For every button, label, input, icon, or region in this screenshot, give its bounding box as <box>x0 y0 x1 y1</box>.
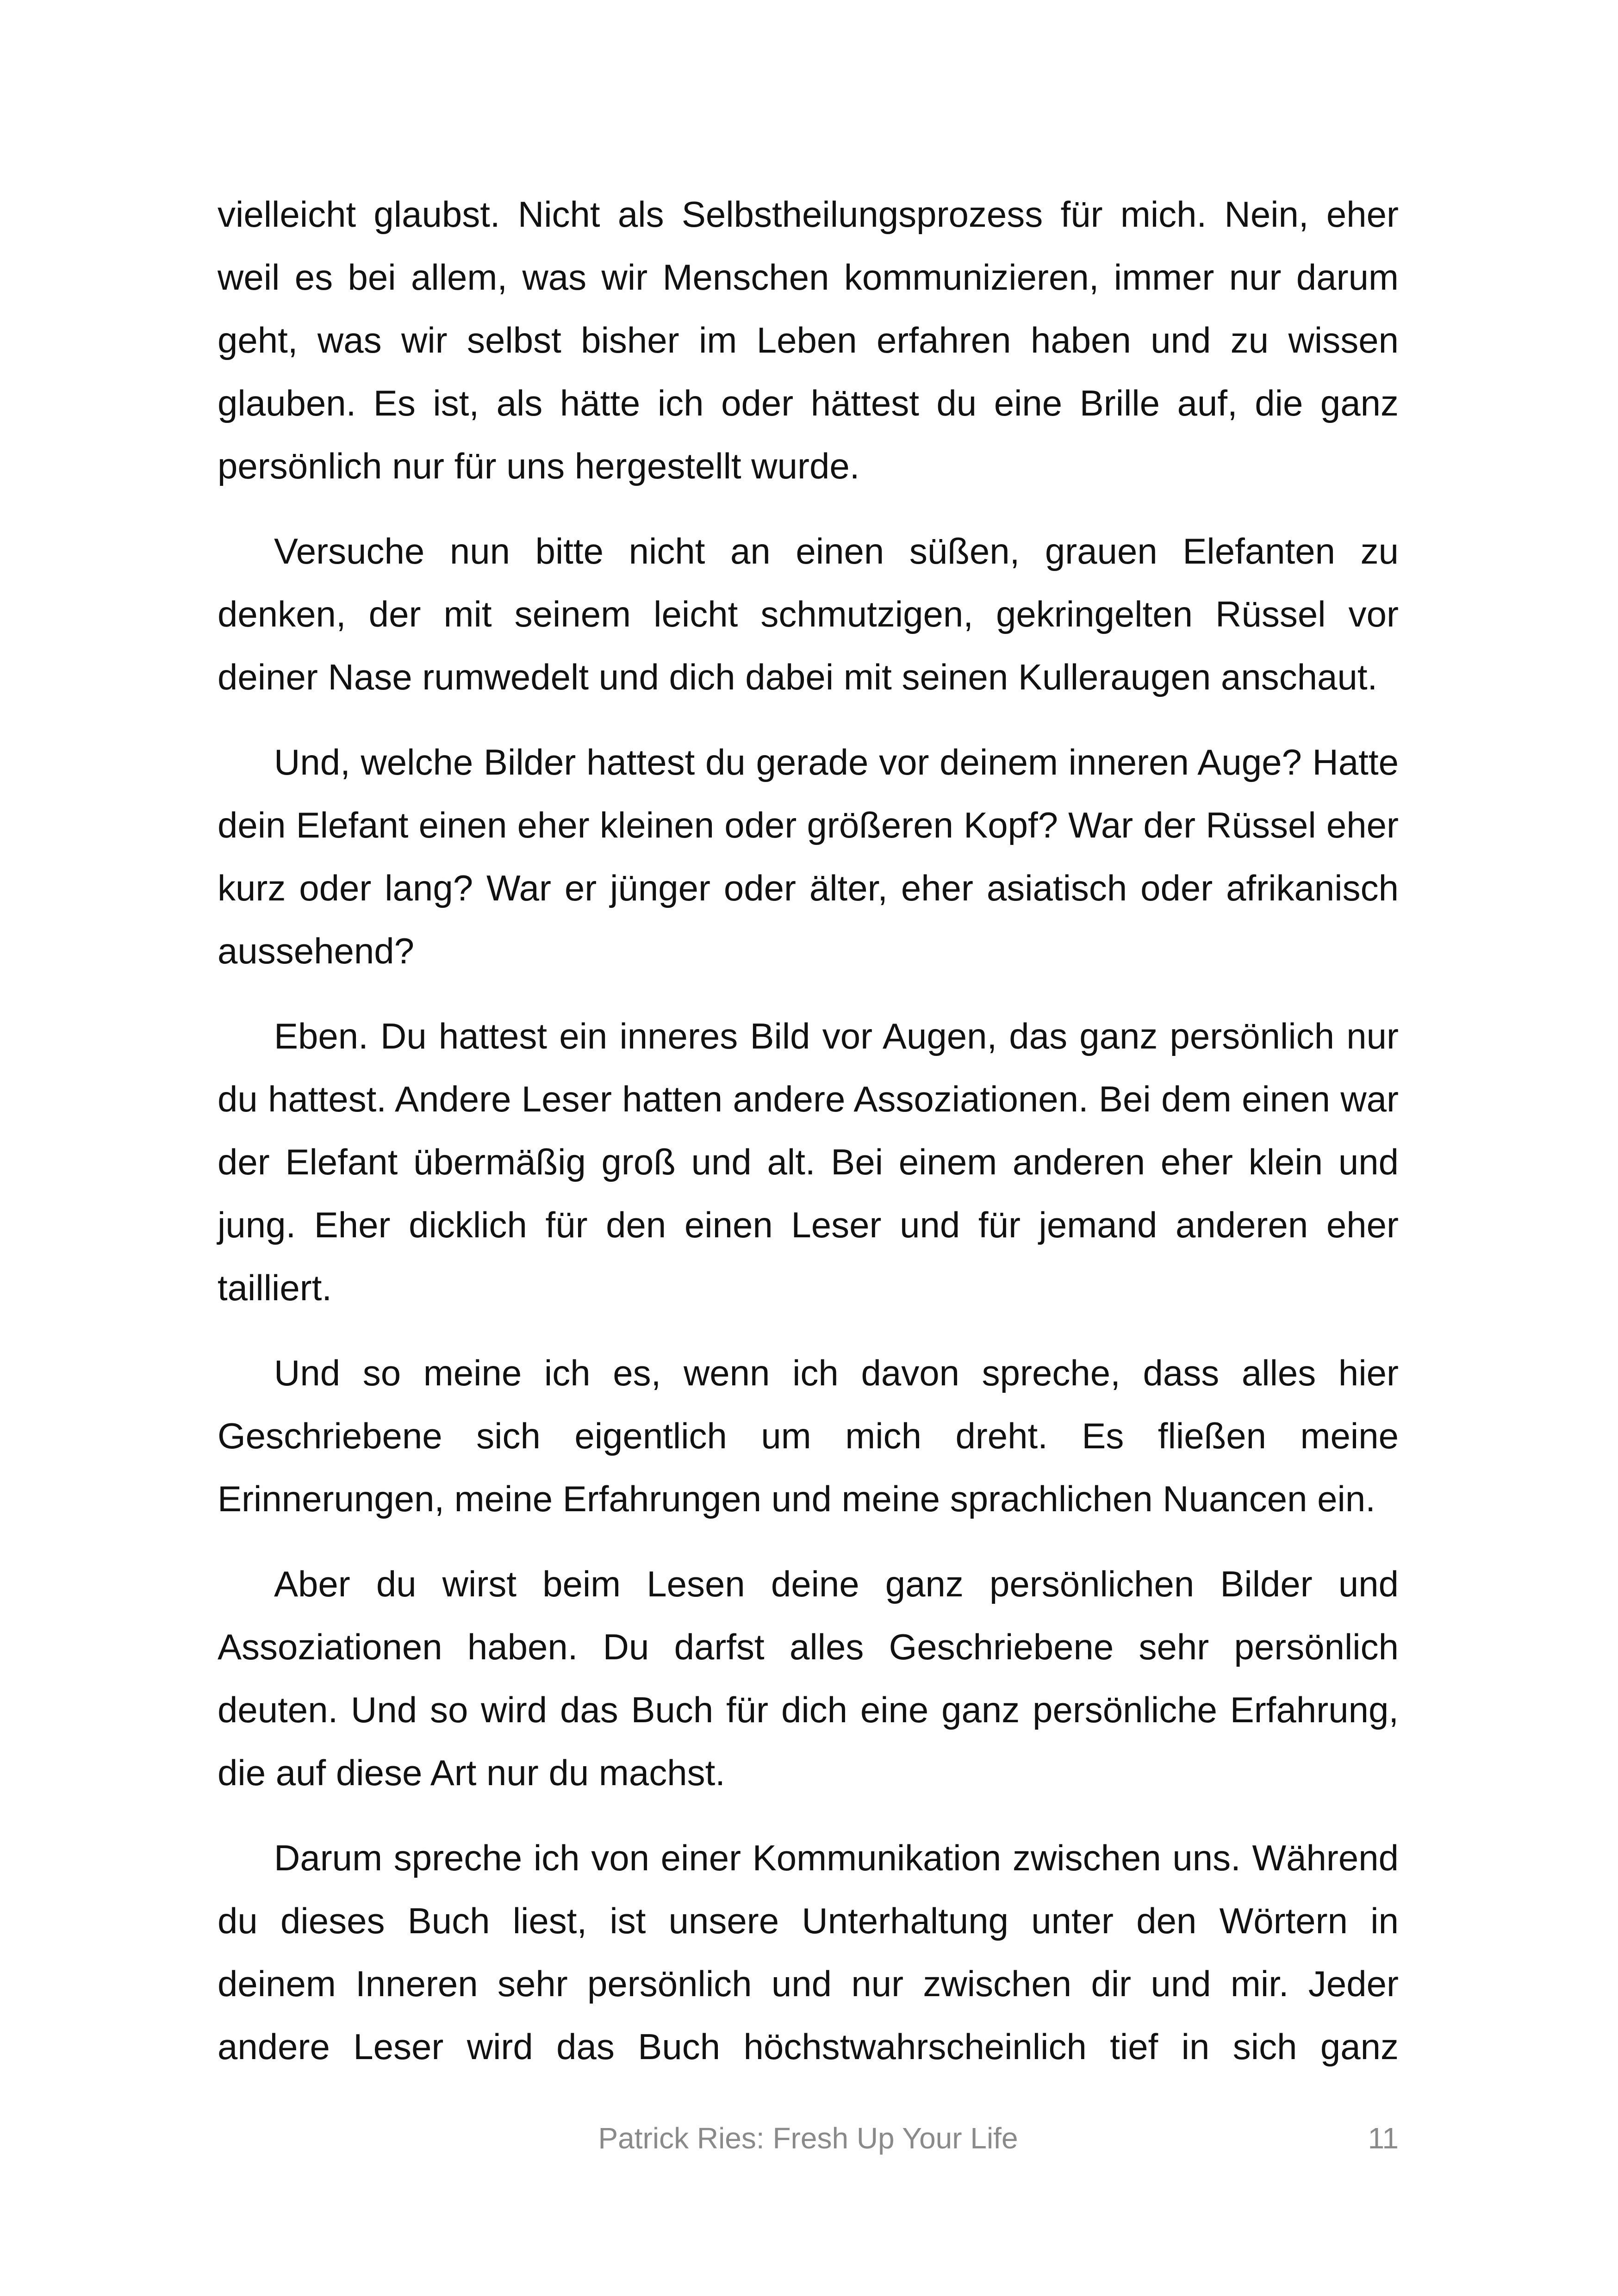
paragraph-2: Versuche nun bitte nicht an einen süßen, grauen Elefanten zu denken, der mit seinem leicht schmutzigen, gekringelten Rüssel vor deiner Nase rumwedelt und dich dabei mit seinen Kulleraugen anschaut. <box>218 531 1399 697</box>
page-footer <box>218 2117 1399 2159</box>
body-text <box>218 183 1399 2100</box>
running-footer-title: Patrick Ries: Fresh Up Your Life <box>598 2122 1018 2155</box>
page-number: 11 <box>1368 2122 1399 2155</box>
paragraph-3: Und, welche Bilder hattest du gerade vor deinem inneren Auge? Hatte dein Elefant einen eher kleinen oder größeren Kopf? War der Rüssel eher kurz oder lang? War er jünger oder älter, eher asiatisch oder afrikanisch aussehend? <box>218 742 1399 971</box>
paragraph-4: Eben. Du hattest ein inneres Bild vor Augen, das ganz persönlich nur du hattest. Andere Leser hatten andere Assoziationen. Bei dem einen war der Elefant übermäßig groß und alt. Bei einem anderen eher klein und jung. Eher dicklich für den einen Leser und für jemand anderen eher tailliert. <box>218 1016 1399 1308</box>
paragraph-6: Aber du wirst beim Lesen deine ganz persönlichen Bilder und Assoziationen haben. Du darfst alles Geschriebene sehr persönlich deuten. Und so wird das Buch für dich eine ganz persönliche Erfahrung, die auf diese Art nur du machst. <box>218 1564 1399 1793</box>
paragraph-5: Und so meine ich es, wenn ich davon spreche, dass alles hier Geschriebene sich eigentlich um mich dreht. Es fließen meine Erinnerungen, meine Erfahrungen und meine sprachlichen Nuancen ein. <box>218 1353 1399 1519</box>
paragraph-7: Darum spreche ich von einer Kommunikation zwischen uns. Während du dieses Buch liest, ist unsere Unterhaltung unter den Wörtern in deinem Inneren sehr persönlich und nur zwischen dir und mir. Jeder andere Leser wird das Buch höchstwahrscheinlich tief in sich ganz <box>218 1837 1399 2067</box>
paragraph-1: vielleicht glaubst. Nicht als Selbstheilungsprozess für mich. Nein, eher weil es bei allem, was wir Menschen kommunizieren, immer nur darum geht, was wir selbst bisher im Leben erfahren haben und zu wissen glauben. Es ist, als hätte ich oder hättest du eine Brille auf, die ganz persönlich nur für uns hergestellt wurde. <box>218 194 1399 486</box>
